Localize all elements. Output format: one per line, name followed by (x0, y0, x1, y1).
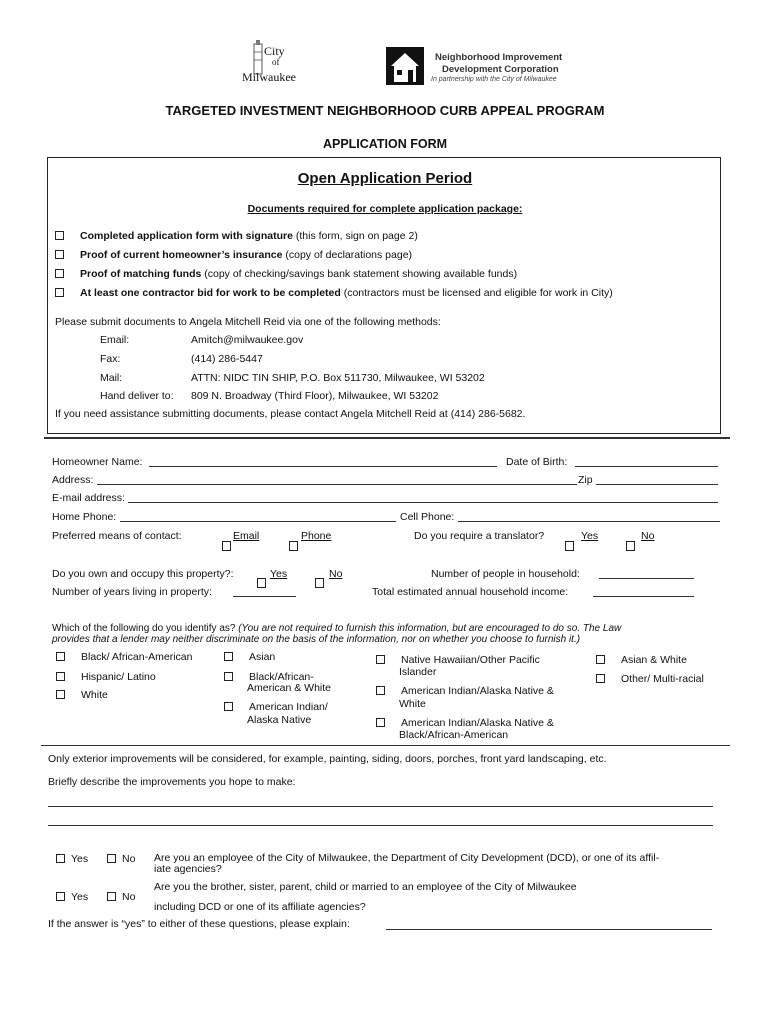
race-option[interactable] (224, 651, 275, 663)
checkbox[interactable] (56, 652, 65, 661)
homeowner-name-label: Homeowner Name: (52, 456, 143, 468)
checklist-label: Proof of current homeowner’s insurance (80, 249, 283, 261)
employee-no[interactable] (107, 853, 135, 865)
checklist-label: At least one contractor bid for work to be completed (80, 287, 341, 299)
checklist-note: (copy of declarations page) (282, 249, 413, 261)
employee-yes[interactable] (56, 853, 88, 865)
translator-yes-checkbox[interactable] (565, 541, 574, 551)
race-label: Black/ African-American (81, 651, 193, 663)
race-label-cont: Alaska Native (247, 714, 312, 726)
dob-label: Date of Birth: (506, 456, 568, 468)
relative-no[interactable] (107, 891, 135, 903)
race-question (52, 623, 621, 634)
race-label: White (81, 689, 108, 701)
race-label-cont: Islander (399, 666, 437, 678)
race-option[interactable] (56, 651, 192, 663)
people-household-label: Number of people in household: (431, 568, 580, 580)
own-yes-checkbox[interactable] (257, 578, 266, 588)
page-title: TARGETED INVESTMENT NEIGHBORHOOD CURB APPEAL PROGRAM (165, 103, 605, 118)
cell-phone-field[interactable] (458, 521, 720, 522)
zip-field[interactable] (596, 484, 718, 485)
nidc-name-line-1: Neighborhood Improvement (435, 52, 563, 63)
method-value-email[interactable]: Amitch@milwaukee.gov (191, 334, 304, 346)
dob-field[interactable] (575, 466, 718, 467)
homeowner-name-field[interactable] (149, 466, 497, 467)
race-label: Black/African- (249, 671, 314, 683)
page-subtitle: APPLICATION FORM (322, 137, 448, 151)
explain-field[interactable] (386, 929, 712, 930)
checkbox[interactable] (376, 655, 385, 664)
checkbox[interactable] (55, 231, 64, 240)
section-divider (44, 437, 730, 439)
race-option[interactable] (376, 717, 554, 729)
checklist-note: (copy of checking/savings bank statement showing available funds) (201, 268, 518, 280)
race-label: American Indian/ (249, 701, 328, 713)
race-question-text: Which of the following do you identify as? (52, 623, 239, 634)
no-label: No (122, 891, 136, 903)
city-of-milwaukee-logo (240, 40, 302, 88)
method-value-mail: ATTN: NIDC TIN SHIP, P.O. Box 511730, Milwaukee, WI 53202 (191, 372, 485, 384)
translator-no-checkbox[interactable] (626, 541, 635, 551)
checkbox[interactable] (224, 702, 233, 711)
improvements-note: Only exterior improvements will be considered, for example, painting, siding, doors, porches, front yard landscaping, etc. (48, 753, 607, 765)
checklist-label: Proof of matching funds (80, 268, 202, 280)
race-label-cont: White (399, 698, 426, 710)
method-label-fax: Fax: (100, 353, 121, 365)
checkbox[interactable] (56, 672, 65, 681)
race-label: Other/ Multi-racial (621, 673, 704, 685)
assistance-text: If you need assistance submitting documents, please contact Angela Mitchell Reid at (414) 286-5682. (55, 408, 526, 420)
improvements-describe-label: Briefly describe the improvements you hope to make: (48, 776, 296, 788)
checkbox[interactable] (107, 854, 116, 863)
race-question-note: (You are not required to furnish this information, but are encouraged to do so. The Law (238, 623, 622, 634)
contact-email-option: Email (233, 530, 260, 542)
method-value-fax: (414) 286-5447 (191, 353, 263, 365)
checklist-item[interactable] (55, 230, 418, 242)
nidc-name-line-2: Development Corporation (442, 64, 559, 75)
checkbox[interactable] (55, 269, 64, 278)
race-label: American Indian/Alaska Native & (401, 685, 554, 697)
translator-question: Do you require a translator? (414, 530, 545, 542)
method-value-hand: 809 N. Broadway (Third Floor), Milwaukee, WI 53202 (191, 390, 439, 402)
own-occupy-question: Do you own and occupy this property?: (52, 568, 234, 580)
city-logo-word-3: Milwaukee (242, 70, 296, 84)
relative-yes[interactable] (56, 891, 88, 903)
open-period-heading: Open Application Period (297, 170, 473, 187)
own-no-label: No (329, 568, 343, 580)
nidc-house-logo (383, 44, 427, 88)
checklist-note: (this form, sign on page 2) (292, 230, 418, 242)
race-option[interactable] (376, 685, 554, 697)
address-label: Address: (52, 474, 94, 486)
checkbox[interactable] (107, 892, 116, 901)
home-phone-label: Home Phone: (52, 511, 117, 523)
contact-phone-option: Phone (301, 530, 332, 542)
checklist-note: (contractors must be licensed and eligible for work in City) (340, 287, 613, 299)
method-label-mail: Mail: (100, 372, 123, 384)
docs-required-heading: Documents required for complete application package: (247, 203, 523, 215)
checkbox[interactable] (596, 655, 605, 664)
household-income-field[interactable] (593, 596, 694, 597)
employee-question-2: Are you the brother, sister, parent, child or married to an employee of the City of Milwaukee (154, 881, 577, 893)
checkbox[interactable] (224, 672, 233, 681)
improvements-line-1[interactable] (48, 806, 713, 807)
address-field[interactable] (97, 484, 577, 485)
own-yes-label: Yes (270, 568, 288, 580)
checkbox[interactable] (56, 690, 65, 699)
years-living-label: Number of years living in property: (52, 586, 212, 598)
translator-yes-label: Yes (581, 530, 599, 542)
checklist-item[interactable] (55, 287, 613, 299)
checkbox[interactable] (56, 854, 65, 863)
employee-question-1-cont: iate agencies? (154, 863, 222, 875)
race-option[interactable] (596, 673, 704, 685)
explain-label: If the answer is “yes” to either of these questions, please explain: (48, 918, 350, 930)
checkbox[interactable] (376, 718, 385, 727)
years-living-field[interactable] (233, 596, 296, 597)
preferred-contact-label: Preferred means of contact: (52, 530, 182, 542)
household-income-label: Total estimated annual household income: (372, 586, 569, 598)
yes-label: Yes (71, 853, 89, 865)
cell-phone-label: Cell Phone: (400, 511, 455, 523)
submit-intro: Please submit documents to Angela Mitchell Reid via one of the following methods: (55, 316, 441, 328)
city-logo-word-2: of (272, 57, 280, 67)
race-option[interactable] (56, 671, 156, 683)
no-label: No (122, 853, 136, 865)
race-option[interactable] (56, 689, 108, 701)
yes-label: Yes (71, 891, 89, 903)
checkbox[interactable] (56, 892, 65, 901)
race-option[interactable] (376, 654, 540, 666)
checkbox[interactable] (596, 674, 605, 683)
email-label: E-mail address: (52, 492, 125, 504)
employee-question-1: Are you an employee of the City of Milwaukee, the Department of City Development (DCD), or one of its affil- (154, 852, 660, 864)
nidc-partnership: In partnership with the City of Milwaukee (431, 76, 557, 83)
section-divider (41, 745, 730, 746)
race-label: American Indian/Alaska Native & (401, 717, 554, 729)
contact-email-checkbox[interactable] (222, 541, 231, 551)
checkbox[interactable] (55, 288, 64, 297)
zip-label: Zip (578, 474, 593, 486)
own-no-checkbox[interactable] (315, 578, 324, 588)
home-phone-field[interactable] (120, 521, 396, 522)
race-option[interactable] (596, 654, 687, 666)
method-label-hand: Hand deliver to: (100, 390, 174, 402)
checklist-item[interactable] (55, 249, 412, 261)
race-option[interactable] (224, 701, 328, 713)
race-label: Native Hawaiian/Other Pacific (401, 654, 540, 666)
employee-question-2-cont: including DCD or one of its affiliate agencies? (154, 901, 366, 913)
improvements-line-2[interactable] (48, 825, 713, 826)
checkbox[interactable] (224, 652, 233, 661)
checkbox[interactable] (55, 250, 64, 259)
race-question-note-2: provides that a lender may neither discriminate on the basis of the information, nor on whether you choose to furnish it.) (52, 634, 581, 645)
race-label: Asian (249, 651, 276, 663)
checklist-item[interactable] (55, 268, 517, 280)
race-label-cont: American & White (247, 682, 332, 694)
checklist-label: Completed application form with signature (80, 230, 293, 242)
city-logo-word-1: City (264, 44, 285, 58)
translator-no-label: No (641, 530, 655, 542)
email-field[interactable] (128, 502, 718, 503)
people-household-field[interactable] (599, 578, 694, 579)
race-label: Hispanic/ Latino (81, 671, 156, 683)
checkbox[interactable] (376, 686, 385, 695)
race-label-cont: Black/African-American (399, 729, 509, 741)
race-label: Asian & White (621, 654, 687, 666)
contact-phone-checkbox[interactable] (289, 541, 298, 551)
method-label-email: Email: (100, 334, 130, 346)
